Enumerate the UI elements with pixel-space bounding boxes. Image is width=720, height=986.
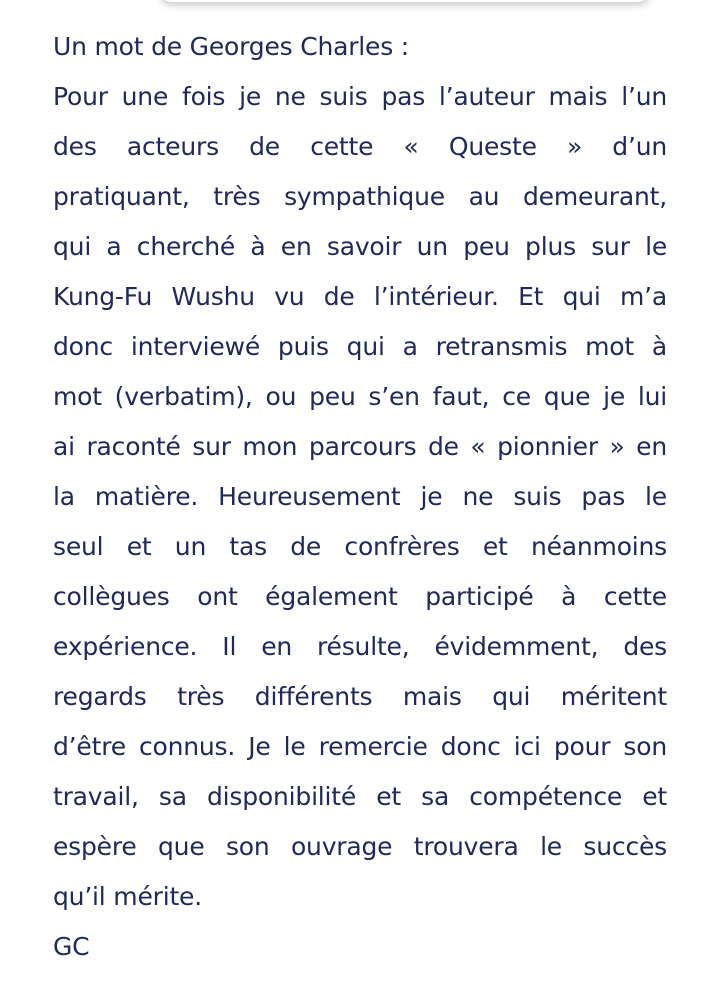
paragraph-line: la matière. Heureusement je ne suis pas le: [53, 482, 667, 511]
paragraph-line: qui a cherché à en savoir un peu plus sur le: [53, 232, 667, 261]
paragraph-line: collègues ont également participé à cette: [53, 582, 667, 611]
paragraph-line: espère que son ouvrage trouvera le succès: [53, 832, 667, 861]
paragraph-line: pratiquant, très sympathique au demeurant,: [53, 182, 667, 211]
paragraph-line: donc interviewé puis qui a retransmis mot à: [53, 332, 667, 361]
paragraph-line: regards très différents mais qui méritent: [53, 682, 667, 711]
article-body: [53, 22, 667, 972]
header-card-shadow: [160, 0, 650, 2]
article-heading: Un mot de Georges Charles :: [53, 32, 410, 61]
paragraph-line: Pour une fois je ne suis pas l’auteur mais l’un: [53, 82, 667, 111]
paragraph-last-line: qu’il mérite.: [53, 882, 202, 911]
paragraph-line: Kung-Fu Wushu vu de l’intérieur. Et qui m’a: [53, 282, 667, 311]
paragraph-line: mot (verbatim), ou peu s’en faut, ce que je lui: [53, 382, 667, 411]
paragraph-line: seul et un tas de confrères et néanmoins: [53, 532, 667, 561]
signature: GC: [53, 932, 90, 961]
paragraph-line: des acteurs de cette « Queste » d’un: [53, 132, 667, 161]
paragraph-line: ai raconté sur mon parcours de « pionnier » en: [53, 432, 667, 461]
paragraph-line: d’être connus. Je le remercie donc ici pour son: [53, 732, 667, 761]
paragraph-line: travail, sa disponibilité et sa compétence et: [53, 782, 667, 811]
paragraph-line: expérience. Il en résulte, évidemment, des: [53, 632, 667, 661]
